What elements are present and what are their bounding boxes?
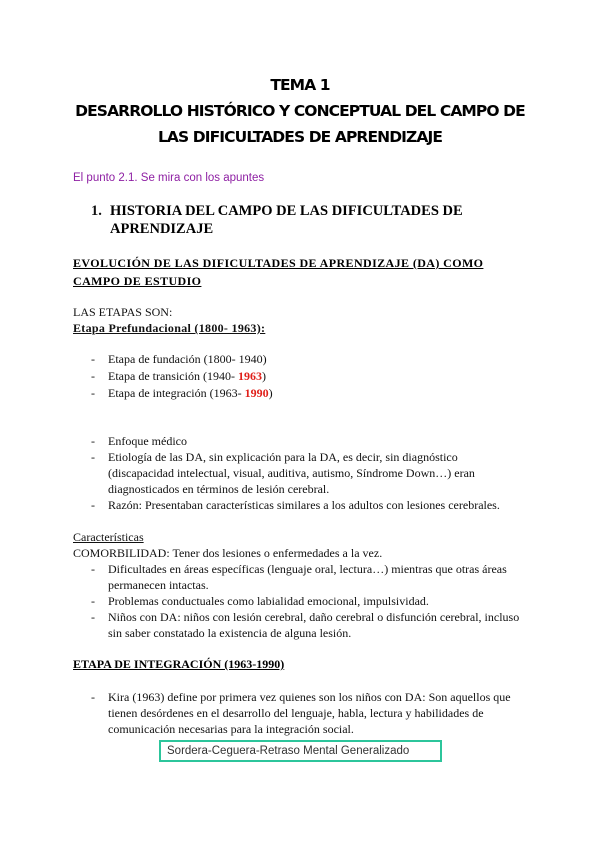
highlight-year: 1990 xyxy=(244,386,269,400)
list-item-continuation: tienen desórdenes en el desarrollo del lenguaje, habla, lectura y habilidades de xyxy=(108,706,484,720)
list-item-continuation: comunicación necesarias para la integración social. xyxy=(108,722,354,736)
characteristics-heading: Características xyxy=(73,530,144,544)
comorbidity-definition: COMORBILIDAD: Tener dos lesiones o enfermedades a la vez. xyxy=(73,546,383,560)
study-note: El punto 2.1. Se mira con los apuntes xyxy=(73,172,265,184)
section-number: 1. xyxy=(91,203,102,219)
section-heading-line-1: HISTORIA DEL CAMPO DE LAS DIFICULTADES DE xyxy=(110,203,463,219)
title-line-1: TEMA 1 xyxy=(270,76,330,94)
stages-intro: LAS ETAPAS SON: xyxy=(73,305,173,319)
title-line-2: DESARROLLO HISTÓRICO Y CONCEPTUAL DEL CAMPO DE xyxy=(75,102,525,120)
highlight-year: 1963 xyxy=(237,369,262,383)
integration-heading: ETAPA DE INTEGRACIÓN (1963-1990) xyxy=(73,657,285,671)
title-line-3: LAS DIFICULTADES DE APRENDIZAJE xyxy=(157,128,443,146)
boxed-note: Sordera-Ceguera-Retraso Mental Generalizado xyxy=(159,740,442,762)
list-item-continuation: diagnosticados en términos de lesión cerebral. xyxy=(108,482,330,496)
subsection-heading-line-1: EVOLUCIÓN DE LAS DIFICULTADES DE APRENDIZAJE (DA) COMO xyxy=(73,256,484,270)
section-heading-line-2: APRENDIZAJE xyxy=(110,221,214,237)
list-item-continuation: sin saber constatado la existencia de alguna lesión. xyxy=(108,626,352,640)
list-item-continuation: permanecen intactas. xyxy=(108,578,209,592)
subsection-heading-line-2: CAMPO DE ESTUDIO xyxy=(73,274,202,288)
list-item-continuation: (discapacidad intelectual, visual, auditiva, autismo, Síndrome Down…) eran xyxy=(108,466,475,480)
document-page: TEMA 1 DESARROLLO HISTÓRICO Y CONCEPTUAL DEL CAMPO DE LAS DIFICULTADES DE APRENDIZAJE El punto 2.1. Se mira con los apuntes 1. HISTORIA DEL CAMPO DE LAS DIFICULTADES DE APRENDIZAJE EVOLUCIÓN DE LAS DIFICULTADES DE APRENDIZAJE (DA) COMO CAMPO DE ESTUDIO LAS ETAPAS SON: Etapa Prefundacional (1800- 1963): - Etapa de fundación (1800- 1940) - Etapa de transición (1940- 1963) - Etapa de integración (1963- 1990) - Enfoque médico - Etiología de las DA, sin explicación para la DA, es decir, sin diagnóstico (discapacidad intelectual, visual, auditiva, autismo, Síndrome Down…) eran diagnosticados en términos de lesión cerebral. - Razón: Presentaban características similares a los adultos con lesiones cerebrales. Características COMORBILIDAD: Tener dos lesiones o enfermedades a la vez. - Dificultades en áreas específicas (lenguaje oral, lectura…) mientras que otras áreas permanecen intactas. - Problemas conductuales como labialidad emocional, impulsividad. - Niños con DA: niños con lesión cerebral, daño cerebral o disfunción cerebral, incluso sin saber constatado la existencia de alguna lesión. ETAPA DE INTEGRACIÓN (1963-1990) - Kira (1963) define por primera vez quienes son los niños con DA: Son aquellos que tienen desórdenes en el desarrollo del lenguaje, habla, lectura y habilidades de comunicación necesarias para la integración social. Sordera-Ceguera-Retraso Mental Generalizado xyxy=(0,0,600,848)
prefoundational-heading: Etapa Prefundacional (1800- 1963): xyxy=(73,321,266,335)
